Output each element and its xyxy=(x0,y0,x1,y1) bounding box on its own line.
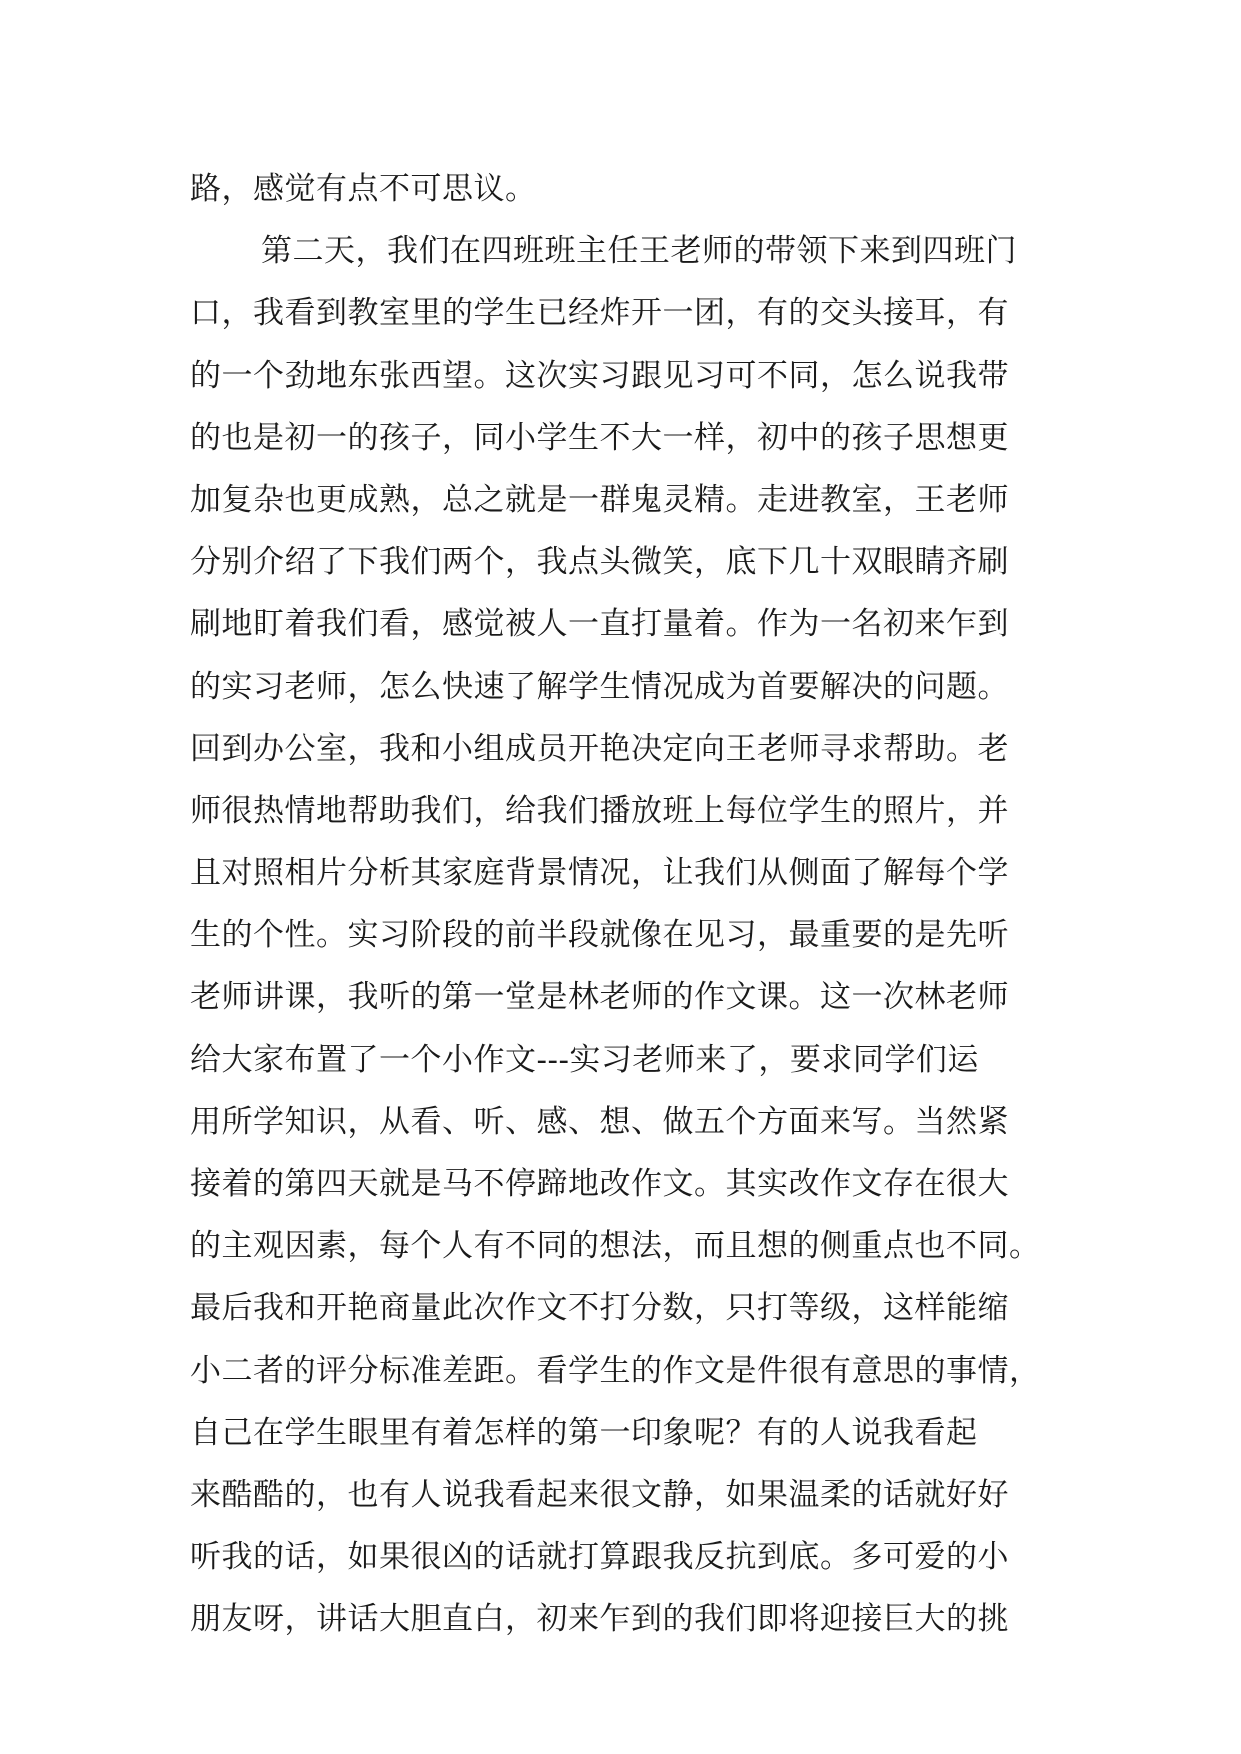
text-line: 的一个劲地东张西望。这次实习跟见习可不同，怎么说我带 xyxy=(190,357,1009,394)
text-line: 的也是初一的孩子，同小学生不大一样，初中的孩子思想更 xyxy=(190,419,1009,456)
text-line: 给大家布置了一个小作文---实习老师来了，要求同学们运 xyxy=(190,1041,979,1078)
text-line: 师很热情地帮助我们，给我们播放班上每位学生的照片，并 xyxy=(190,792,1009,829)
text-line: 加复杂也更成熟，总之就是一群鬼灵精。走进教室，王老师 xyxy=(190,481,1009,518)
text-line: 生的个性。实习阶段的前半段就像在见习，最重要的是先听 xyxy=(190,917,1009,954)
text-line: 接着的第四天就是马不停蹄地改作文。其实改作文存在很大 xyxy=(190,1166,1009,1202)
text-line: 口，我看到教室里的学生已经炸开一团，有的交头接耳，有 xyxy=(190,295,1009,332)
text-line: 回到办公室，我和小组成员开艳决定向王老师寻求帮助。老 xyxy=(190,730,1009,767)
text-line: 老师讲课，我听的第一堂是林老师的作文课。这一次林老师 xyxy=(190,979,1009,1016)
text-line: 的主观因素，每个人有不同的想法，而且想的侧重点也不同。 xyxy=(190,1228,1041,1265)
text-line: 朋友呀，讲话大胆直白，初来乍到的我们即将迎接巨大的挑 xyxy=(190,1601,1009,1638)
body-text xyxy=(190,158,1070,1651)
text-line: 刷地盯着我们看，感觉被人一直打量着。作为一名初来乍到 xyxy=(190,606,1009,643)
text-line: 听我的话，如果很凶的话就打算跟我反抗到底。多可爱的小 xyxy=(190,1539,1009,1576)
paragraph-start-line: 第二天，我们在四班班主任王老师的带领下来到四班门 xyxy=(261,233,1017,270)
text-line: 且对照相片分析其家庭背景情况，让我们从侧面了解每个学 xyxy=(190,855,1009,892)
text-line: 分别介绍了下我们两个，我点头微笑，底下几十双眼睛齐刷 xyxy=(190,544,1009,581)
text-line: 自己在学生眼里有着怎样的第一印象呢？有的人说我看起 xyxy=(190,1414,978,1451)
text-line: 用所学知识，从看、听、感、想、做五个方面来写。当然紧 xyxy=(190,1103,1009,1140)
text-line: 来酷酷的，也有人说我看起来很文静，如果温柔的话就好好 xyxy=(190,1476,1009,1513)
text-line: 的实习老师，怎么快速了解学生情况成为首要解决的问题。 xyxy=(190,668,1009,705)
text-line: 最后我和开艳商量此次作文不打分数，只打等级，这样能缩 xyxy=(190,1290,1009,1327)
text-line: 路，感觉有点不可思议。 xyxy=(190,171,537,207)
text-line: 小二者的评分标准差距。看学生的作文是件很有意思的事情， xyxy=(190,1352,1041,1389)
